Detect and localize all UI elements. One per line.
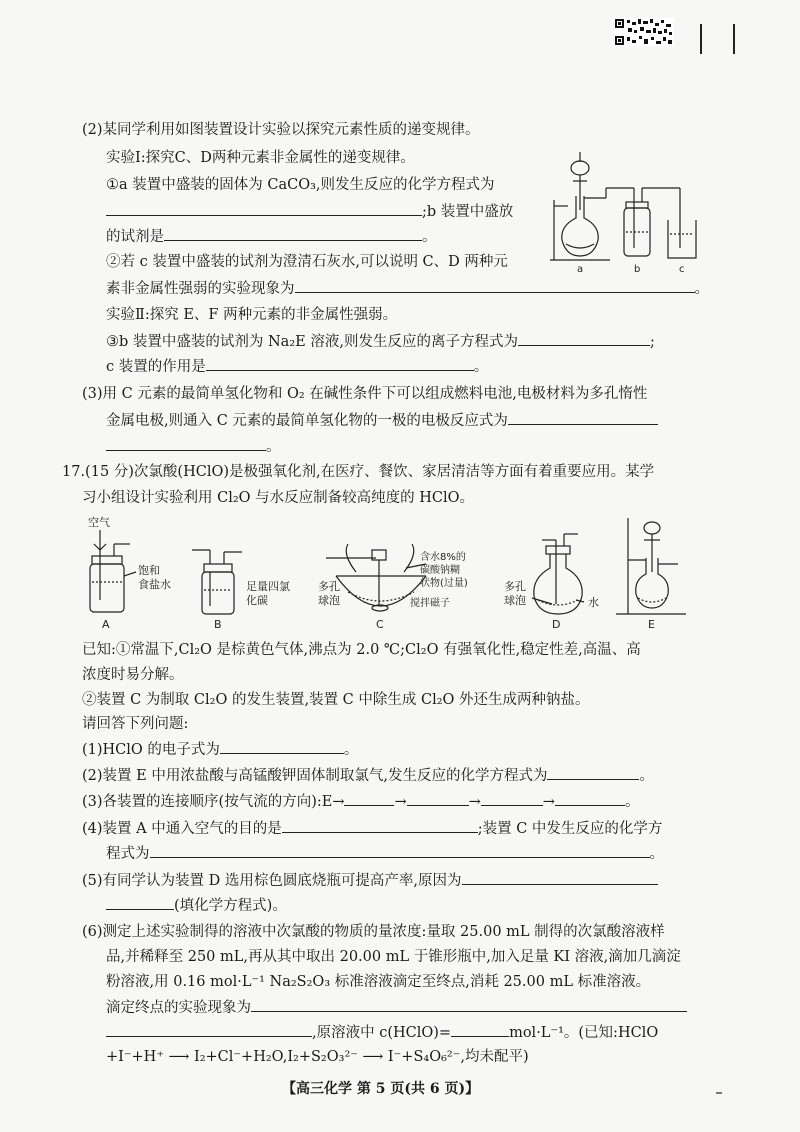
period: 。 <box>624 794 640 810</box>
q17-q6-line5-head: ,原溶液中 c(HClO)= <box>312 1025 452 1041</box>
arrow: → <box>394 794 407 810</box>
q17-q5-line1 <box>82 870 658 891</box>
fig-label-b: b <box>634 264 641 275</box>
answer-blank[interactable] <box>106 201 422 216</box>
q17-known1-line1: 已知:①常温下,Cl₂O 是棕黄色气体,沸点为 2.0 ℃;Cl₂O 有强氧化性,稳定性差,高温、高 <box>82 642 641 658</box>
semicolon: ; <box>649 334 655 350</box>
q16-part3-line3 <box>106 436 281 457</box>
answer-blank[interactable] <box>106 895 174 910</box>
arrow: → <box>542 794 555 810</box>
q16-exp1-title: 实验Ⅰ:探究C、D两种元素非金属性的递变规律。 <box>106 150 415 166</box>
q17-q5-line2 <box>106 895 287 916</box>
q16-item3-line1 <box>106 331 655 352</box>
answer-blank[interactable] <box>220 739 344 754</box>
q16-item2-line2 <box>106 278 709 299</box>
q17-q4-line2 <box>106 843 664 864</box>
B-text-1: 足量四氯 <box>246 580 290 593</box>
answer-blank[interactable] <box>481 791 543 806</box>
C-right-2: 碳酸钠糊 <box>420 565 460 576</box>
answer-blank[interactable] <box>508 410 658 425</box>
answer-blank[interactable] <box>344 791 394 806</box>
q17-intro-line1: 17.(15 分)次氯酸(HClO)是极强氧化剂,在医疗、餐饮、家居清洁等方面有着重要应用。某学 <box>62 464 655 480</box>
margin-mark <box>700 24 702 54</box>
period: 。 <box>343 742 359 758</box>
answer-blank[interactable] <box>295 278 695 293</box>
B-text-2: 化碳 <box>246 594 268 607</box>
q17-q4-line2-head: 程式为 <box>106 846 150 862</box>
q17-q6-line1: (6)测定上述实验制得的溶液中次氯酸的物质的量浓度:量取 25.00 mL 制得的次氯酸溶液样 <box>82 924 665 940</box>
q17-known1-line2: 浓度时易分解。 <box>82 667 184 683</box>
q17-intro-line2: 习小组设计实验利用 Cl₂O 与水反应制备较高纯度的 HClO。 <box>82 490 475 506</box>
period: 。 <box>649 846 664 862</box>
C-right-3: 状物(过量) <box>420 578 468 589</box>
qr-code-icon <box>614 18 674 46</box>
A-text-1: 饱和 <box>138 564 160 577</box>
q17-q6-line3: 粉溶液,用 0.16 mol·L⁻¹ Na₂S₂O₃ 标准溶液滴定至终点,消耗 25.00 mL 标准溶液。 <box>106 974 651 990</box>
q17-q2-text: (2)装置 E 中用浓盐酸与高锰酸钾固体制取氯气,发生反应的化学方程式为 <box>82 768 548 784</box>
period: 。 <box>694 281 709 297</box>
q17-q1-text: (1)HClO 的电子式为 <box>82 742 220 758</box>
q17-q4-text: (4)装置 A 中通入空气的目的是 <box>82 821 282 837</box>
label-D: D <box>552 618 561 631</box>
q16-item3-line1-head: ③b 装置中盛装的试剂为 Na₂E 溶液,则发生反应的离子方程式为 <box>106 334 518 350</box>
q17-q6-line5 <box>106 1022 658 1043</box>
label-B: B <box>214 618 222 631</box>
q17-q1 <box>82 739 358 760</box>
D-left-2: 球泡 <box>504 594 526 607</box>
label-A: A <box>102 618 110 631</box>
C-stir: 搅拌磁子 <box>410 598 450 609</box>
period: 。 <box>422 229 437 245</box>
answer-blank[interactable] <box>462 870 658 885</box>
q17-q6-line5-unit: mol·L⁻¹。(已知:HClO <box>509 1025 659 1041</box>
q16-exp2-title: 实验Ⅱ:探究 E、F 两种元素的非金属性强弱。 <box>106 307 398 323</box>
q17-q6-line6: +I⁻+H⁺ ⟶ I₂+Cl⁻+H₂O,I₂+S₂O₃²⁻ ⟶ I⁻+S₄O₆²⁻,均未配平) <box>106 1049 529 1065</box>
answer-blank[interactable] <box>106 436 266 451</box>
q17-q4-line1 <box>82 818 662 839</box>
q17-q6-line4 <box>106 997 687 1018</box>
answer-blank[interactable] <box>451 1022 509 1037</box>
C-left-2: 球泡 <box>318 594 340 607</box>
q16-item2-line2-head: 素非金属性强弱的实验现象为 <box>106 281 295 297</box>
fig-label-c: c <box>679 264 685 275</box>
q16-item2-line1: ②若 c 装置中盛装的试剂为澄清石灰水,可以说明 C、D 两种元 <box>106 254 508 270</box>
q17-q2 <box>82 765 654 786</box>
answer-blank[interactable] <box>150 843 650 858</box>
answer-blank[interactable] <box>555 791 625 806</box>
q17-known2: ②装置 C 为制取 Cl₂O 的发生装置,装置 C 中除生成 Cl₂O 外还生成两种钠盐。 <box>82 692 590 708</box>
D-left-1: 多孔 <box>504 580 526 593</box>
q16-item3-line2 <box>106 356 488 377</box>
A-text-2: 食盐水 <box>138 578 171 591</box>
q17-q4-mid: ;装置 C 中发生反应的化学方 <box>477 821 663 837</box>
q16-item1-line3 <box>106 226 437 247</box>
q17-q3-text: (3)各装置的连接顺序(按气流的方向):E→ <box>82 794 345 810</box>
answer-blank[interactable] <box>547 765 639 780</box>
arrow: → <box>468 794 481 810</box>
q16-part2-intro: (2)某同学利用如图装置设计实验以探究元素性质的递变规律。 <box>82 122 480 138</box>
q16-item1-tail: ;b 装置中盛放 <box>422 204 514 220</box>
q16-apparatus-figure <box>546 148 726 276</box>
margin-mark <box>733 24 735 54</box>
answer-blank[interactable] <box>407 791 469 806</box>
page-footer: 【高三化学 第 5 页(共 6 页)】 <box>282 1081 480 1097</box>
q16-item3-line2-head: c 装置的作用是 <box>106 359 206 375</box>
q16-item1-line2 <box>106 201 513 222</box>
q17-q6-line2: 品,并稀释至 250 mL,再从其中取出 20.00 mL 于锥形瓶中,加入足量 KI 溶液,滴加几滴淀 <box>106 949 681 965</box>
q17-q3 <box>82 791 639 812</box>
answer-blank[interactable] <box>206 356 474 371</box>
q16-part3-line2-text: 金属电极,则通入 C 元素的最简单氢化物的一极的电极反应式为 <box>106 413 508 429</box>
q17-q5-text: (5)有同学认为装置 D 选用棕色圆底烧瓶可提高产率,原因为 <box>82 873 462 889</box>
q16-item1-line1: ①a 装置中盛装的固体为 CaCO₃,则发生反应的化学方程式为 <box>106 177 495 193</box>
label-E: E <box>648 618 655 631</box>
q16-part3-line2 <box>106 410 658 431</box>
answer-blank[interactable] <box>164 226 422 241</box>
period: 。 <box>473 359 489 375</box>
q16-part3-line1: (3)用 C 元素的最简单氢化物和 O₂ 在碱性条件下可以组成燃料电池,电极材料为多孔惰性 <box>82 386 648 402</box>
label-C: C <box>376 618 384 631</box>
fig-label-a: a <box>577 264 584 275</box>
q17-prompt: 请回答下列问题: <box>82 716 189 732</box>
scan-mark <box>716 1092 722 1094</box>
answer-blank[interactable] <box>282 818 478 833</box>
q16-item1-line3-head: 的试剂是 <box>106 229 164 245</box>
C-right-1: 含水8%的 <box>420 552 466 563</box>
answer-blank[interactable] <box>518 331 650 346</box>
period: 。 <box>266 439 281 455</box>
period: 。 <box>639 768 654 784</box>
q17-apparatus-figure <box>86 514 706 636</box>
answer-blank[interactable] <box>251 997 687 1012</box>
q17-q6-line4-text: 滴定终点的实验现象为 <box>106 1000 251 1016</box>
q17-q5-tail: (填化学方程式)。 <box>174 898 287 914</box>
answer-blank[interactable] <box>106 1022 312 1037</box>
air-label: 空气 <box>88 516 110 529</box>
C-left-1: 多孔 <box>318 580 340 593</box>
D-water: 水 <box>588 596 599 609</box>
